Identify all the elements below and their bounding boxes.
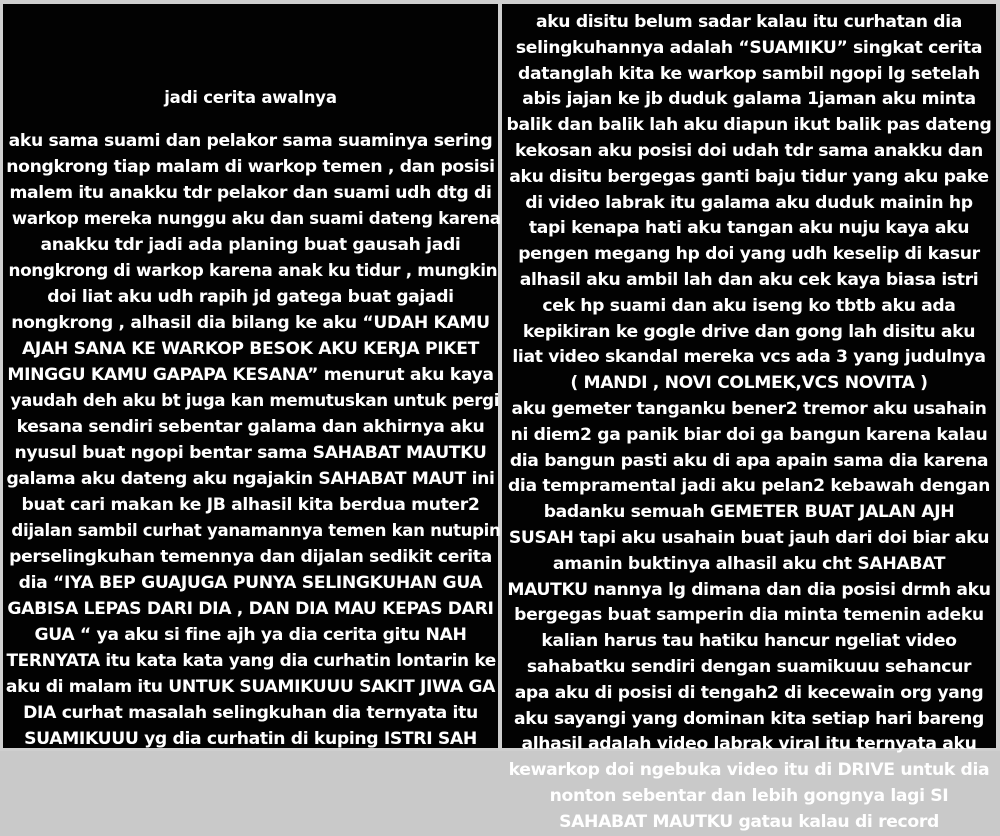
story-title: jadi cerita awalnya [164, 88, 337, 107]
text-line: kepikiran ke gogle drive dan gong lah disitu aku [522, 321, 976, 342]
text-line: dia tempramental jadi aku pelan2 kebawah dengan [507, 476, 991, 497]
text-line: yaudah deh aku bt juga kan memutuskan untuk pergi [10, 391, 500, 411]
text-line: alhasil adalah video labrak viral itu ternyata aku [521, 734, 977, 755]
text-line: nyusul buat ngopi bentar sama SAHABAT MAUTKU [14, 443, 487, 463]
text-line: nonton sebentar dan lebih gongnya lagi SI [549, 785, 949, 806]
text-line: selingkuhannya adalah “SUAMIKU” singkat cerita [515, 37, 983, 58]
text-line: alhasil aku ambil lah dan aku cek kaya biasa istri [519, 269, 979, 290]
text-line: kesana sendiri sebentar galama dan akhirnya aku [16, 417, 485, 437]
text-line: nongkrong , alhasil dia bilang ke aku “UDAH KAMU [11, 313, 490, 333]
text-line: liat video skandal mereka vcs ada 3 yang judulnya [512, 347, 986, 368]
text-line: bergegas buat samperin dia minta temenin adeku [514, 605, 984, 626]
text-line: ni diem2 ga panik biar doi ga bangun karena kalau [510, 424, 988, 445]
text-line: tapi kenapa hati aku tangan aku nuju kaya aku [528, 218, 970, 239]
text-line: MAUTKU nannya lg dimana dan dia posisi drmh aku [507, 579, 991, 600]
text-line: anakku tdr jadi ada planing buat gausah jadi [40, 235, 461, 255]
text-line: amanin buktinya alhasil aku cht SAHABAT [552, 553, 946, 574]
text-line: cek hp suami dan aku iseng ko tbtb aku ada [542, 295, 956, 316]
story-panel-right [502, 4, 996, 832]
text-line: datanglah kita ke warkop sambil ngopi lg setelah [518, 63, 980, 84]
text-line: aku disitu bergegas ganti baju tidur yang aku pake [509, 166, 989, 187]
text-line: perselingkuhan temennya dan dijalan sedikit cerita [9, 547, 492, 567]
text-line: sahabatku sendiri dengan suamikuuu sehancur [526, 656, 972, 677]
text-line: pengen megang hp doi yang udh keselip di kasur [518, 244, 980, 265]
text-line: SUSAH tapi aku usahain buat jauh dari doi biar aku [508, 527, 990, 548]
text-line: badanku semuah GEMETER BUAT JALAN AJH [543, 502, 955, 523]
text-line: aku gemeter tanganku bener2 tremor aku usahain [511, 398, 987, 419]
text-line: TERNYATA itu kata kata yang dia curhatin lontarin ke [6, 651, 496, 671]
text-line: balik dan balik lah aku diapun ikut balik pas dateng [506, 115, 992, 136]
text-line: di video labrak itu galama aku duduk mainin hp [525, 192, 973, 213]
text-line: dijalan sambil curhat yanamannya temen kan nutupin [11, 521, 501, 541]
text-line: DIA curhat masalah selingkuhan dia ternyata itu [23, 703, 478, 723]
text-line: aku sama suami dan pelakor sama suaminya sering [8, 131, 493, 151]
text-line: dia “IYA BEP GUAJUGA PUNYA SELINGKUHAN GUA [18, 573, 483, 593]
text-line: abis jajan ke jb duduk galama 1jaman aku minta [522, 89, 976, 110]
text-line: SUAMIKUUU yg dia curhatin di kuping ISTRI SAH [24, 729, 477, 749]
text-line: aku di malam itu UNTUK SUAMIKUUU SAKIT JIWA GA [5, 677, 496, 697]
text-line: kalian harus tau hatiku hancur ngeliat video [541, 631, 957, 652]
text-line: apa aku di posisi di tengah2 di kecewain org yang [514, 682, 984, 703]
text-line: GUA “ ya aku si fine ajh ya dia cerita gitu NAH [34, 625, 467, 645]
text-line: kewarkop doi ngebuka video itu di DRIVE untuk dia [508, 760, 990, 781]
text-line: SAHABAT MAUTKU gatau kalau di record [559, 811, 939, 832]
text-line: nongkrong tiap malam di warkop temen , dan posisi [6, 157, 495, 177]
text-line: dia bangun pasti aku di apa apain sama dia karena [509, 450, 989, 471]
text-line: nongkrong di warkop karena anak ku tidur , mungkin [8, 261, 498, 281]
story-text-right [502, 10, 996, 836]
text-line: kekosan aku posisi doi udah tdr sama anakku dan [515, 140, 983, 161]
text-line: MINGGU KAMU GAPAPA KESANA” menurut aku kaya [7, 365, 494, 385]
text-line: aku sayangi yang dominan kita setiap hari bareng [513, 708, 984, 729]
text-line: buat cari makan ke JB alhasil kita berdua muter2 [21, 495, 480, 515]
text-line: GABISA LEPAS DARI DIA , DAN DIA MAU KEPAS DARI [7, 599, 494, 619]
text-line: warkop mereka nunggu aku dan suami dateng karena [11, 209, 501, 229]
story-panel-left [3, 4, 501, 749]
text-line: galama aku dateng aku ngajakin SAHABAT MAUT ini [6, 469, 495, 489]
text-line: aku disitu belum sadar kalau itu curhatan dia [535, 12, 963, 32]
text-line: AJAH SANA KE WARKOP BESOK AKU KERJA PIKET [21, 339, 479, 359]
text-line: ( MANDI , NOVI COLMEK,VCS NOVITA ) [570, 373, 928, 394]
text-line: doi liat aku udh rapih jd gatega buat gajadi [47, 287, 454, 307]
text-line: malem itu anakku tdr pelakor dan suami udh dtg di [9, 183, 492, 203]
story-text-left [3, 128, 501, 752]
